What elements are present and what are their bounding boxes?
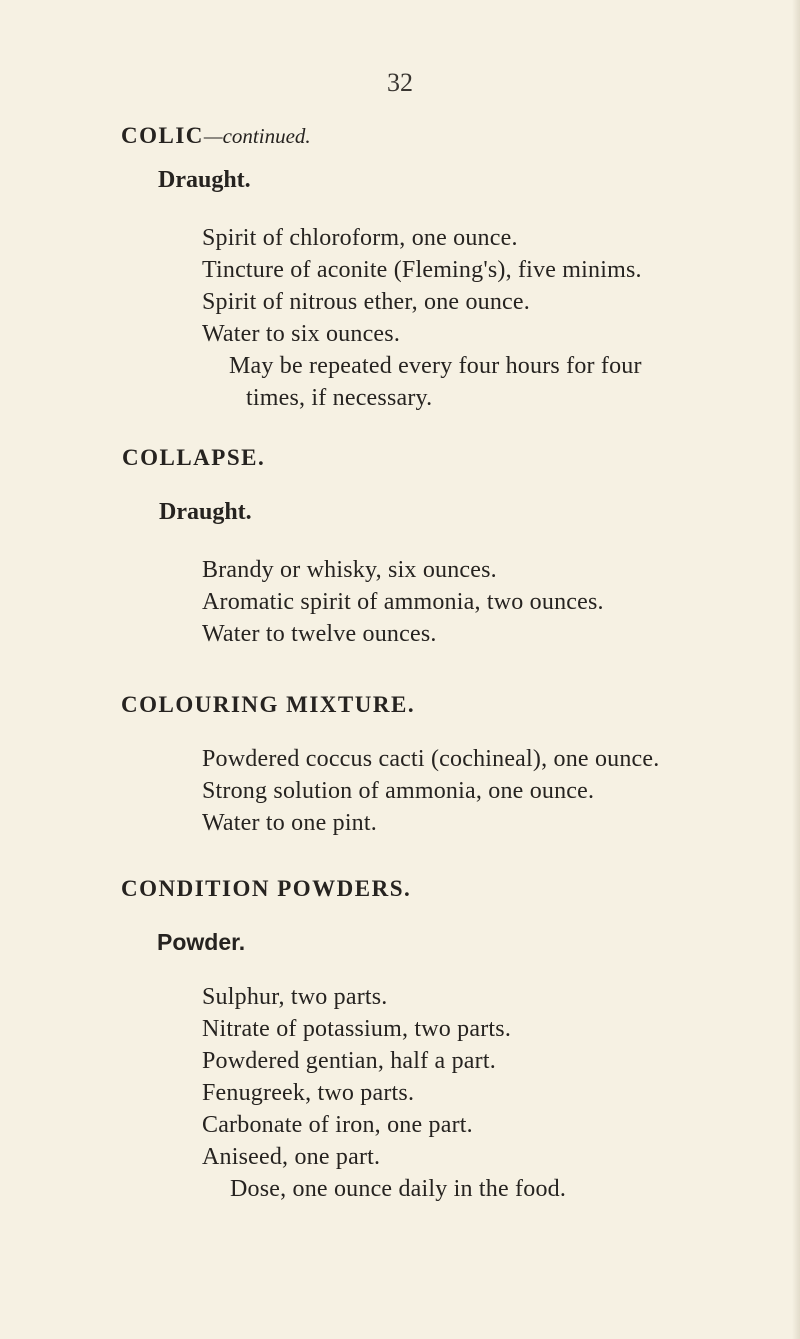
recipe-line: Water to one pint. [202, 810, 377, 836]
recipe-line: Sulphur, two parts. [202, 984, 388, 1010]
recipe-line: Powdered coccus cacti (cochineal), one ounce. [202, 746, 660, 772]
heading-text: COLIC [121, 123, 204, 148]
section-heading-colic [121, 121, 311, 151]
recipe-note: Dose, one ounce daily in the food. [230, 1176, 567, 1202]
heading-continued: —continued. [203, 124, 311, 148]
recipe-line: Aniseed, one part. [202, 1144, 381, 1170]
recipe-line: Brandy or whisky, six ounces. [202, 557, 497, 583]
subheading-draught: Draught. [158, 167, 251, 193]
recipe-line: Aromatic spirit of ammonia, two ounces. [202, 589, 604, 615]
page-number: 32 [387, 68, 413, 97]
recipe-line: Fenugreek, two parts. [202, 1080, 415, 1106]
section-heading-condition-powders: CONDITION POWDERS. [121, 876, 412, 901]
recipe-line: Spirit of chloroform, one ounce. [202, 225, 518, 251]
page-edge-shadow [792, 0, 800, 1339]
subheading-powder: Powder. [157, 929, 246, 955]
subheading-draught: Draught. [159, 499, 252, 525]
recipe-note: May be repeated every four hours for four [229, 353, 642, 379]
section-heading-collapse: COLLAPSE. [122, 445, 266, 470]
recipe-line: Strong solution of ammonia, one ounce. [202, 778, 595, 804]
recipe-line: Water to twelve ounces. [202, 621, 437, 647]
recipe-line: Water to six ounces. [202, 321, 401, 347]
recipe-line: Spirit of nitrous ether, one ounce. [202, 289, 530, 315]
recipe-line: Carbonate of iron, one part. [202, 1112, 473, 1138]
recipe-note: times, if necessary. [246, 385, 433, 411]
section-heading-colouring-mixture: COLOURING MIXTURE. [121, 692, 416, 717]
recipe-line: Tincture of aconite (Fleming's), five minims. [202, 257, 642, 283]
recipe-line: Nitrate of potassium, two parts. [202, 1016, 512, 1042]
recipe-line: Powdered gentian, half a part. [202, 1048, 496, 1074]
